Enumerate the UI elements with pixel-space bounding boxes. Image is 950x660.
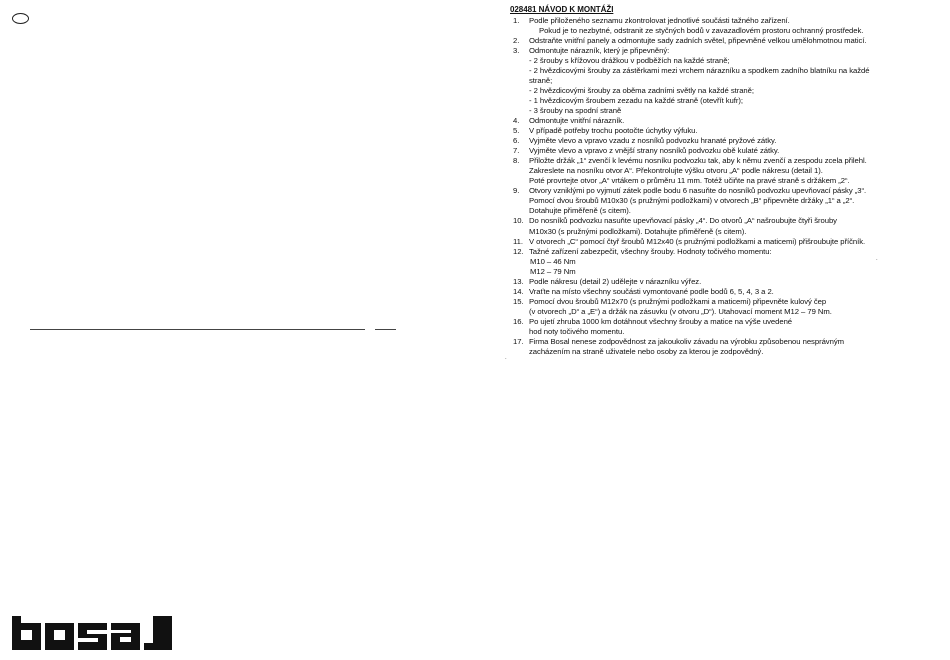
instruction-line: V případě potřeby trochu pootočte úchytky výfuku. (529, 126, 698, 136)
instruction-item (510, 156, 946, 186)
instruction-line: M10x30 (s pružnými podložkami). Dotahujte přiměřeně (s citem). (529, 226, 747, 236)
instruction-number: 7. (513, 146, 520, 156)
corner-oval-mark (12, 13, 29, 24)
instruction-line: straně; (529, 75, 553, 85)
bosal-logo (12, 616, 172, 650)
instruction-line: zacházením na straně uživatele nebo osoby za kterou je zodpovědný. (529, 347, 764, 357)
instruction-line: - 1 hvězdicovým šroubem zezadu na každé straně (otevřít kufr); (529, 95, 743, 105)
instruction-item (510, 116, 946, 126)
instruction-line: Pokud je to nezbytné, odstranit ze styčných bodů v zavazadlovém prostoru ochranný prostředek. (539, 25, 864, 35)
instruction-line: Odstraňte vnitřní panely a odmontujte sady zadních světel, připevněné velkou umělohmotnou maticí. (529, 35, 867, 45)
instruction-line: - 2 hvězdicovými šrouby za oběma zadními světly na každé straně; (529, 85, 754, 95)
scan-speck: . (505, 355, 507, 361)
instruction-item (510, 36, 946, 46)
instruction-line: Podle nákresu (detail 2) udělejte v nárazníku výřez. (529, 276, 702, 286)
instruction-line: - 3 šrouby na spodní straně (529, 105, 622, 115)
instruction-line: Tažné zařízení zabezpečit, všechny šrouby. Hodnoty točivého momentu: (529, 246, 772, 256)
instruction-item (510, 337, 946, 357)
instruction-line: Podle přiloženého seznamu zkontrolovat jednotlivé součásti tažného zařízení. (529, 15, 790, 25)
instructions-list (510, 16, 946, 358)
instruction-line: Do nosníků podvozku nasuňte upevňovací pásky „4“. Do otvorů „A“ našroubujte čtyři šrouby (529, 216, 837, 226)
instruction-number: 1. (513, 15, 520, 25)
instruction-item (510, 237, 946, 247)
instruction-line: Odmontujte nárazník, který je připevněný: (529, 45, 670, 55)
instruction-number: 16. (513, 316, 524, 326)
instruction-number: 8. (513, 156, 520, 166)
instruction-line: - 2 hvězdicovými šrouby za zástěrkami mezi vrchem nárazníku a spodkem zadního blatníku na každé (529, 65, 870, 75)
instruction-item (510, 297, 946, 317)
instruction-item (510, 317, 946, 337)
instructions-panel (510, 5, 946, 357)
instruction-line: Odmontujte vnitřní nárazník. (529, 116, 625, 126)
instruction-line: Vyjměte vlevo a vpravo z vnější strany nosníků podvozku obě kulaté zátky. (529, 146, 780, 156)
instruction-item (510, 186, 946, 216)
instruction-item (510, 46, 946, 116)
instruction-item (510, 126, 946, 136)
instruction-line: Přiložte držák „1“ zvenčí k levému nosníku podvozku tak, aby k němu zvenčí a zespodu zcela přilehl. (529, 156, 867, 166)
instruction-line: Zakreslete na nosníku otvor A“. Překontrolujte výšku otvoru „A“ podle nákresu (detail 1). (529, 166, 823, 176)
instruction-line: Firma Bosal nenese zodpovědnost za jakoukoliv závadu na výrobku způsobenou nesprávným (529, 337, 844, 347)
instruction-number: 5. (513, 126, 520, 136)
instruction-number: 9. (513, 186, 520, 196)
instruction-line: Dotahujte přiměřeně (s citem). (529, 206, 631, 216)
instruction-line: - 2 šrouby s křížovou drážkou v podběžích na každé straně; (529, 55, 730, 65)
instruction-number: 12. (513, 246, 524, 256)
instruction-line: Otvory vzniklými po vyjmutí zátek podle bodu 6 nasuňte do nosníků podvozku upevňovací pásky „3“. (529, 186, 867, 196)
instruction-number: 13. (513, 276, 524, 286)
instruction-item (510, 216, 946, 236)
instruction-line: Pomocí dvou šroubů M12x70 (s pružnými podložkami a maticemi) připevněte kulový čep (529, 296, 827, 306)
instruction-line: Po ujetí zhruba 1000 km dotáhnout všechny šrouby a matice na výše uvedené (529, 316, 793, 326)
instruction-line: Vraťte na místo všechny součásti vymontované podle bodů 6, 5, 4, 3 a 2. (529, 286, 774, 296)
instruction-number: 14. (513, 286, 524, 296)
instruction-item (510, 277, 946, 287)
instruction-number: 15. (513, 296, 524, 306)
instruction-item (510, 146, 946, 156)
instruction-number: 10. (513, 216, 524, 226)
instruction-line: (v otvorech „D“ a „E“) a držák na zásuvku (v otvoru „D“). Utahovací moment M12 – 79 Nm. (529, 306, 832, 316)
instruction-line: V otvorech „C“ pomocí čtyř šroubů M12x40 (s pružnými podložkami a maticemi) přišroubujte příčník. (529, 236, 866, 246)
scan-speck: . (876, 256, 878, 262)
instruction-line: Pomocí dvou šroubů M10x30 (s pružnými podložkami) v otvorech „B“ připevněte držáky „1“ a „2“. (529, 196, 855, 206)
instruction-number: 11. (513, 236, 523, 246)
instructions-title: 028481 NÁVOD K MONTÁŽI (510, 5, 614, 14)
instruction-number: 4. (513, 116, 520, 126)
instruction-item (510, 247, 946, 277)
instruction-number: 3. (513, 45, 520, 55)
instruction-number: 6. (513, 136, 520, 146)
instruction-line: M12 – 79 Nm (530, 266, 576, 276)
instruction-line: Poté provrtejte otvor „A“ vrtákem o průměru 11 mm. Totéž učiňte na pravé straně s držákem „2“. (529, 176, 850, 186)
instruction-item (510, 136, 946, 146)
instruction-line: Vyjměte vlevo a vpravo vzadu z nosníků podvozku hranaté pryžové zátky. (529, 136, 777, 146)
instruction-line: hod noty točivého momentu. (529, 327, 625, 336)
instruction-number: 2. (513, 35, 520, 45)
divider-line-short (375, 329, 396, 330)
instruction-line: M10 – 46 Nm (530, 256, 576, 266)
instruction-number: 17. (513, 337, 524, 347)
divider-line (30, 329, 365, 330)
instruction-item (510, 287, 946, 297)
instruction-item (510, 16, 946, 36)
